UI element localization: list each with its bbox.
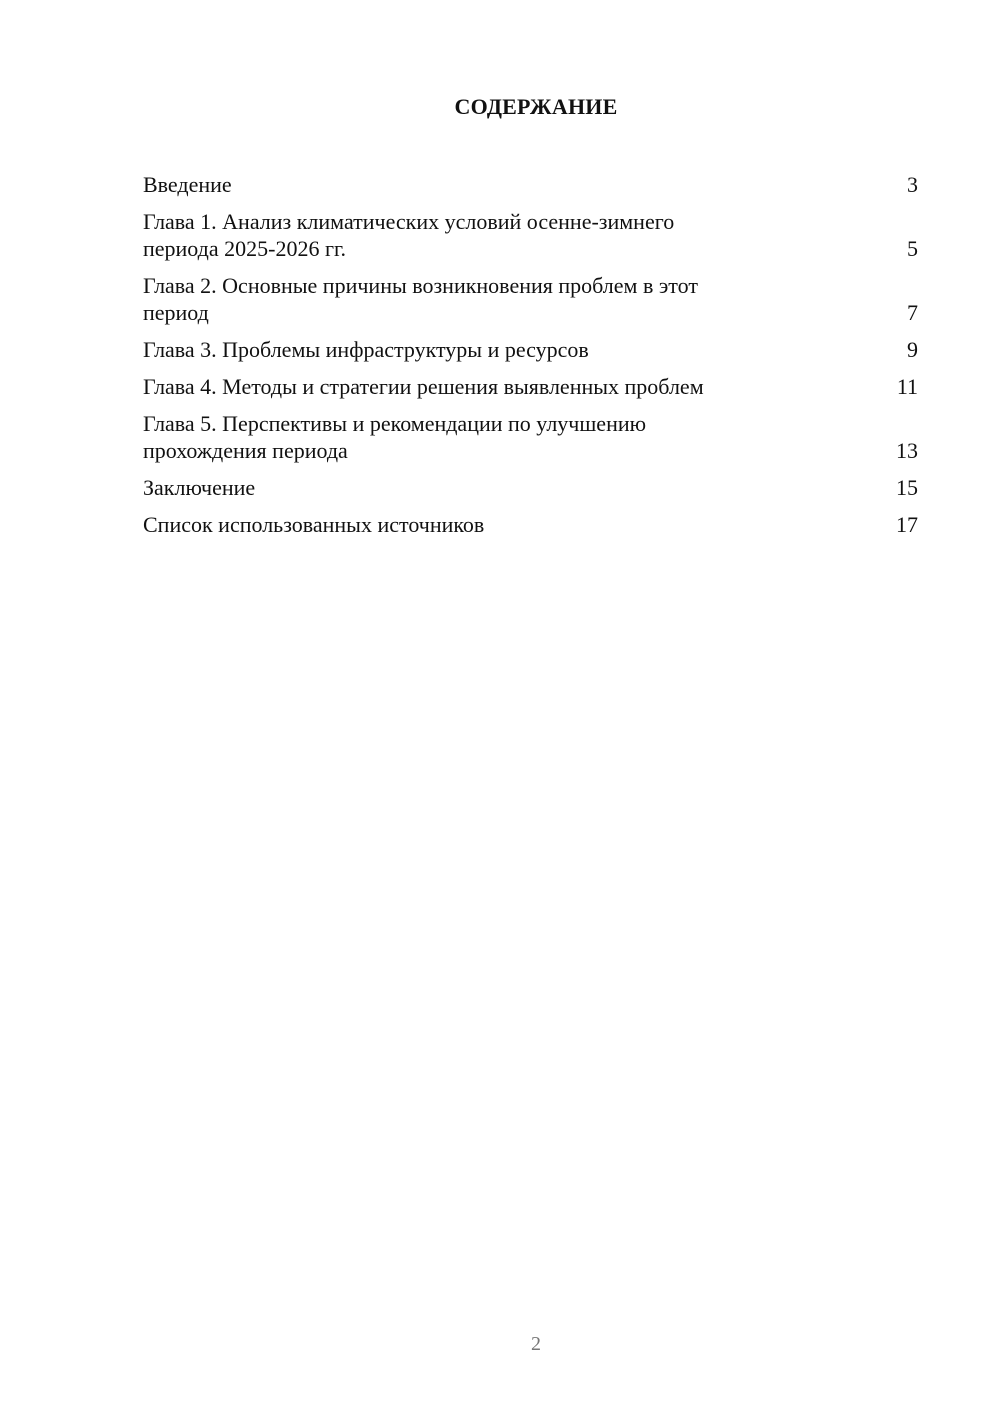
- toc-entry-line: Введение: [143, 172, 232, 197]
- toc-entry-line: прохождения периода: [143, 438, 348, 463]
- toc-entry-text: [143, 336, 918, 363]
- toc-entry-page: 7: [907, 300, 918, 325]
- toc-entry-text: [143, 474, 918, 501]
- toc-entry-chapter-5: [143, 410, 918, 464]
- toc-entry-line: периода 2025-2026 гг.: [143, 236, 347, 261]
- page-number: 2: [531, 1333, 541, 1355]
- toc-entry-line: Глава 4. Методы и стратегии решения выявленных проблем: [143, 374, 704, 399]
- toc-entry-line: Глава 1. Анализ климатических условий осенне-зимнего: [143, 209, 675, 234]
- toc-entry-chapter-3: [143, 336, 918, 363]
- toc-entry-text: [143, 272, 918, 326]
- toc-entry-text: [143, 171, 918, 198]
- table-of-contents: [143, 171, 918, 548]
- toc-entry-page: 17: [896, 512, 918, 537]
- toc-entry-page: 11: [896, 374, 918, 399]
- toc-entry-introduction: [143, 171, 918, 198]
- toc-entry-text: [143, 410, 918, 464]
- toc-entry-line: Список использованных источников: [143, 512, 485, 537]
- toc-entry-line: Глава 2. Основные причины возникновения проблем в этот: [143, 273, 698, 298]
- toc-entry-references: [143, 511, 918, 538]
- toc-entry-text: [143, 208, 918, 262]
- toc-entry-page: 15: [896, 475, 918, 500]
- toc-entry-text: [143, 373, 918, 400]
- toc-entry-conclusion: [143, 474, 918, 501]
- toc-entry-line: Заключение: [143, 475, 256, 500]
- toc-entry-page: 9: [907, 337, 918, 362]
- toc-entry-page: 3: [907, 172, 918, 197]
- toc-title: СОДЕРЖАНИЕ: [454, 94, 618, 119]
- toc-entry-text: [143, 511, 918, 538]
- toc-entry-page: 5: [907, 236, 918, 261]
- toc-entry-line: Глава 3. Проблемы инфраструктуры и ресурсов: [143, 337, 589, 362]
- toc-entry-page: 13: [896, 438, 918, 463]
- toc-entry-chapter-1: [143, 208, 918, 262]
- toc-entry-chapter-2: [143, 272, 918, 326]
- toc-entry-line: период: [143, 300, 209, 325]
- toc-entry-line: Глава 5. Перспективы и рекомендации по улучшению: [143, 411, 647, 436]
- toc-entry-chapter-4: [143, 373, 918, 400]
